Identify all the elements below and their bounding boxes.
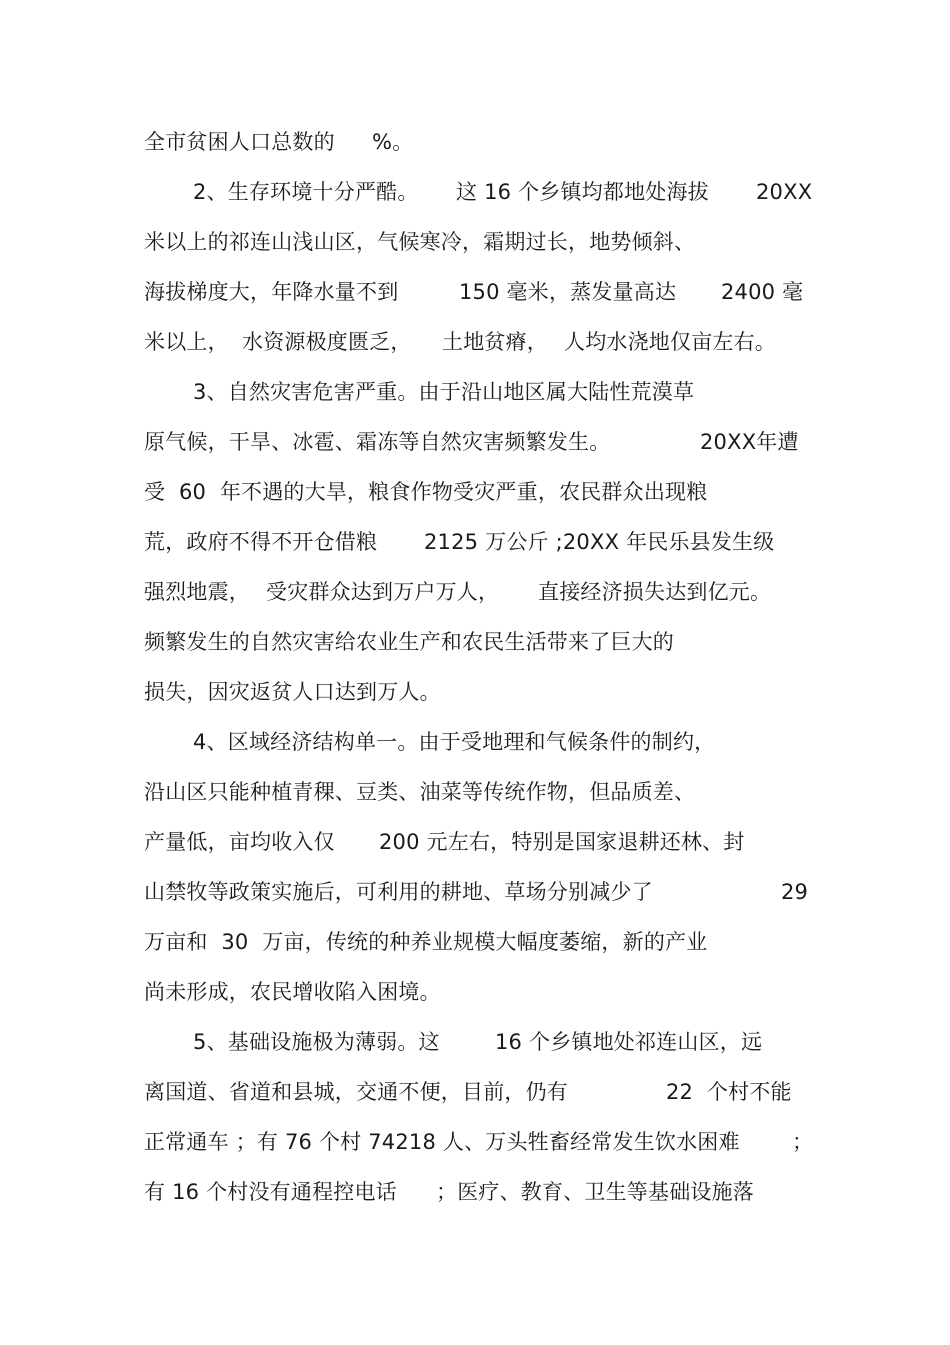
text-segment: 离国道、省道和县城，交通不便，目前，仍有: [144, 1080, 568, 1104]
text-line-18: [0, 975, 950, 1009]
text-segment: 29: [781, 880, 809, 904]
text-segment: 受 60 年不遇的大旱，粮食作物受灾严重，农民群众出现粮: [144, 480, 708, 504]
text-line-2: [0, 175, 950, 209]
text-segment: 尚未形成，农民增收陷入困境。: [144, 980, 441, 1004]
text-segment: 2400 毫: [721, 280, 804, 304]
text-segment: 正常通车 ；有 76 个村 74218 人、万头牲畜经常发生饮水困难: [144, 1130, 740, 1154]
text-segment: 强烈地震，: [144, 580, 250, 604]
text-segment: 沿山区只能种植青稞、豆类、油菜等传统作物，但品质差、: [144, 780, 696, 804]
text-segment: 原气候，干旱、冰雹、霜冻等自然灾害频繁发生。: [144, 430, 611, 454]
text-segment: 16 个乡镇地处祁连山区，远: [495, 1030, 763, 1054]
text-segment: 2、生存环境十分严酷。: [193, 180, 419, 204]
text-line-19: [0, 1025, 950, 1059]
text-segment: 全市贫困人口总数的: [144, 130, 335, 154]
text-segment: 有 16 个村没有通程控电话: [144, 1180, 397, 1204]
text-line-5: [0, 325, 950, 359]
text-segment: 产量低，亩均收入仅: [144, 830, 335, 854]
text-segment: 4、区域经济结构单一。由于受地理和气候条件的制约，: [193, 730, 716, 754]
text-segment: 3、自然灾害危害严重。由于沿山地区属大陆性荒漠草: [193, 380, 695, 404]
text-line-22: [0, 1175, 950, 1209]
text-segment: 米以上，: [144, 330, 229, 354]
text-line-11: [0, 625, 950, 659]
text-line-9: [0, 525, 950, 559]
text-line-6: [0, 375, 950, 409]
text-segment: 20XX年遭: [700, 430, 799, 454]
text-segment: 荒，政府不得不开仓借粮: [144, 530, 378, 554]
text-segment: %。: [372, 130, 414, 154]
text-line-1: [0, 125, 950, 159]
text-segment: 受灾群众达到万户万人，: [266, 580, 500, 604]
text-segment: 直接经济损失达到亿元。: [538, 580, 772, 604]
text-segment: 150 毫米，蒸发量高达: [459, 280, 677, 304]
text-segment: 万亩和 30 万亩，传统的种养业规模大幅度萎缩，新的产业: [144, 930, 708, 954]
text-line-15: [0, 825, 950, 859]
text-line-16: [0, 875, 950, 909]
text-segment: 22 个村不能: [666, 1080, 792, 1104]
text-segment: 200 元左右，特别是国家退耕还林、封: [379, 830, 745, 854]
text-segment: 土地贫瘠，: [442, 330, 548, 354]
text-line-12: [0, 675, 950, 709]
text-segment: 20XX: [756, 180, 813, 204]
text-line-4: [0, 275, 950, 309]
text-line-10: [0, 575, 950, 609]
text-segment: 5、基础设施极为薄弱。这: [193, 1030, 440, 1054]
text-line-14: [0, 775, 950, 809]
text-segment: ；医疗、教育、卫生等基础设施落: [436, 1180, 754, 1204]
text-line-20: [0, 1075, 950, 1109]
text-segment: 海拔梯度大，年降水量不到: [144, 280, 399, 304]
text-segment: 米以上的祁连山浅山区，气候寒冷，霜期过长，地势倾斜、: [144, 230, 696, 254]
text-line-17: [0, 925, 950, 959]
text-segment: 损失，因灾返贫人口达到万人。: [144, 680, 441, 704]
text-segment: ；: [792, 1130, 814, 1154]
text-segment: 频繁发生的自然灾害给农业生产和农民生活带来了巨大的: [144, 630, 674, 654]
text-segment: 2125 万公斤 ;20XX 年民乐县发生级: [424, 530, 775, 554]
text-line-8: [0, 475, 950, 509]
text-segment: 山禁牧等政策实施后，可利用的耕地、草场分别减少了: [144, 880, 653, 904]
text-line-13: [0, 725, 950, 759]
text-line-7: [0, 425, 950, 459]
text-segment: 人均水浇地仅亩左右。: [564, 330, 776, 354]
text-segment: 这 16 个乡镇均都地处海拔: [456, 180, 709, 204]
text-line-21: [0, 1125, 950, 1159]
text-line-3: [0, 225, 950, 259]
text-segment: 水资源极度匮乏，: [242, 330, 412, 354]
